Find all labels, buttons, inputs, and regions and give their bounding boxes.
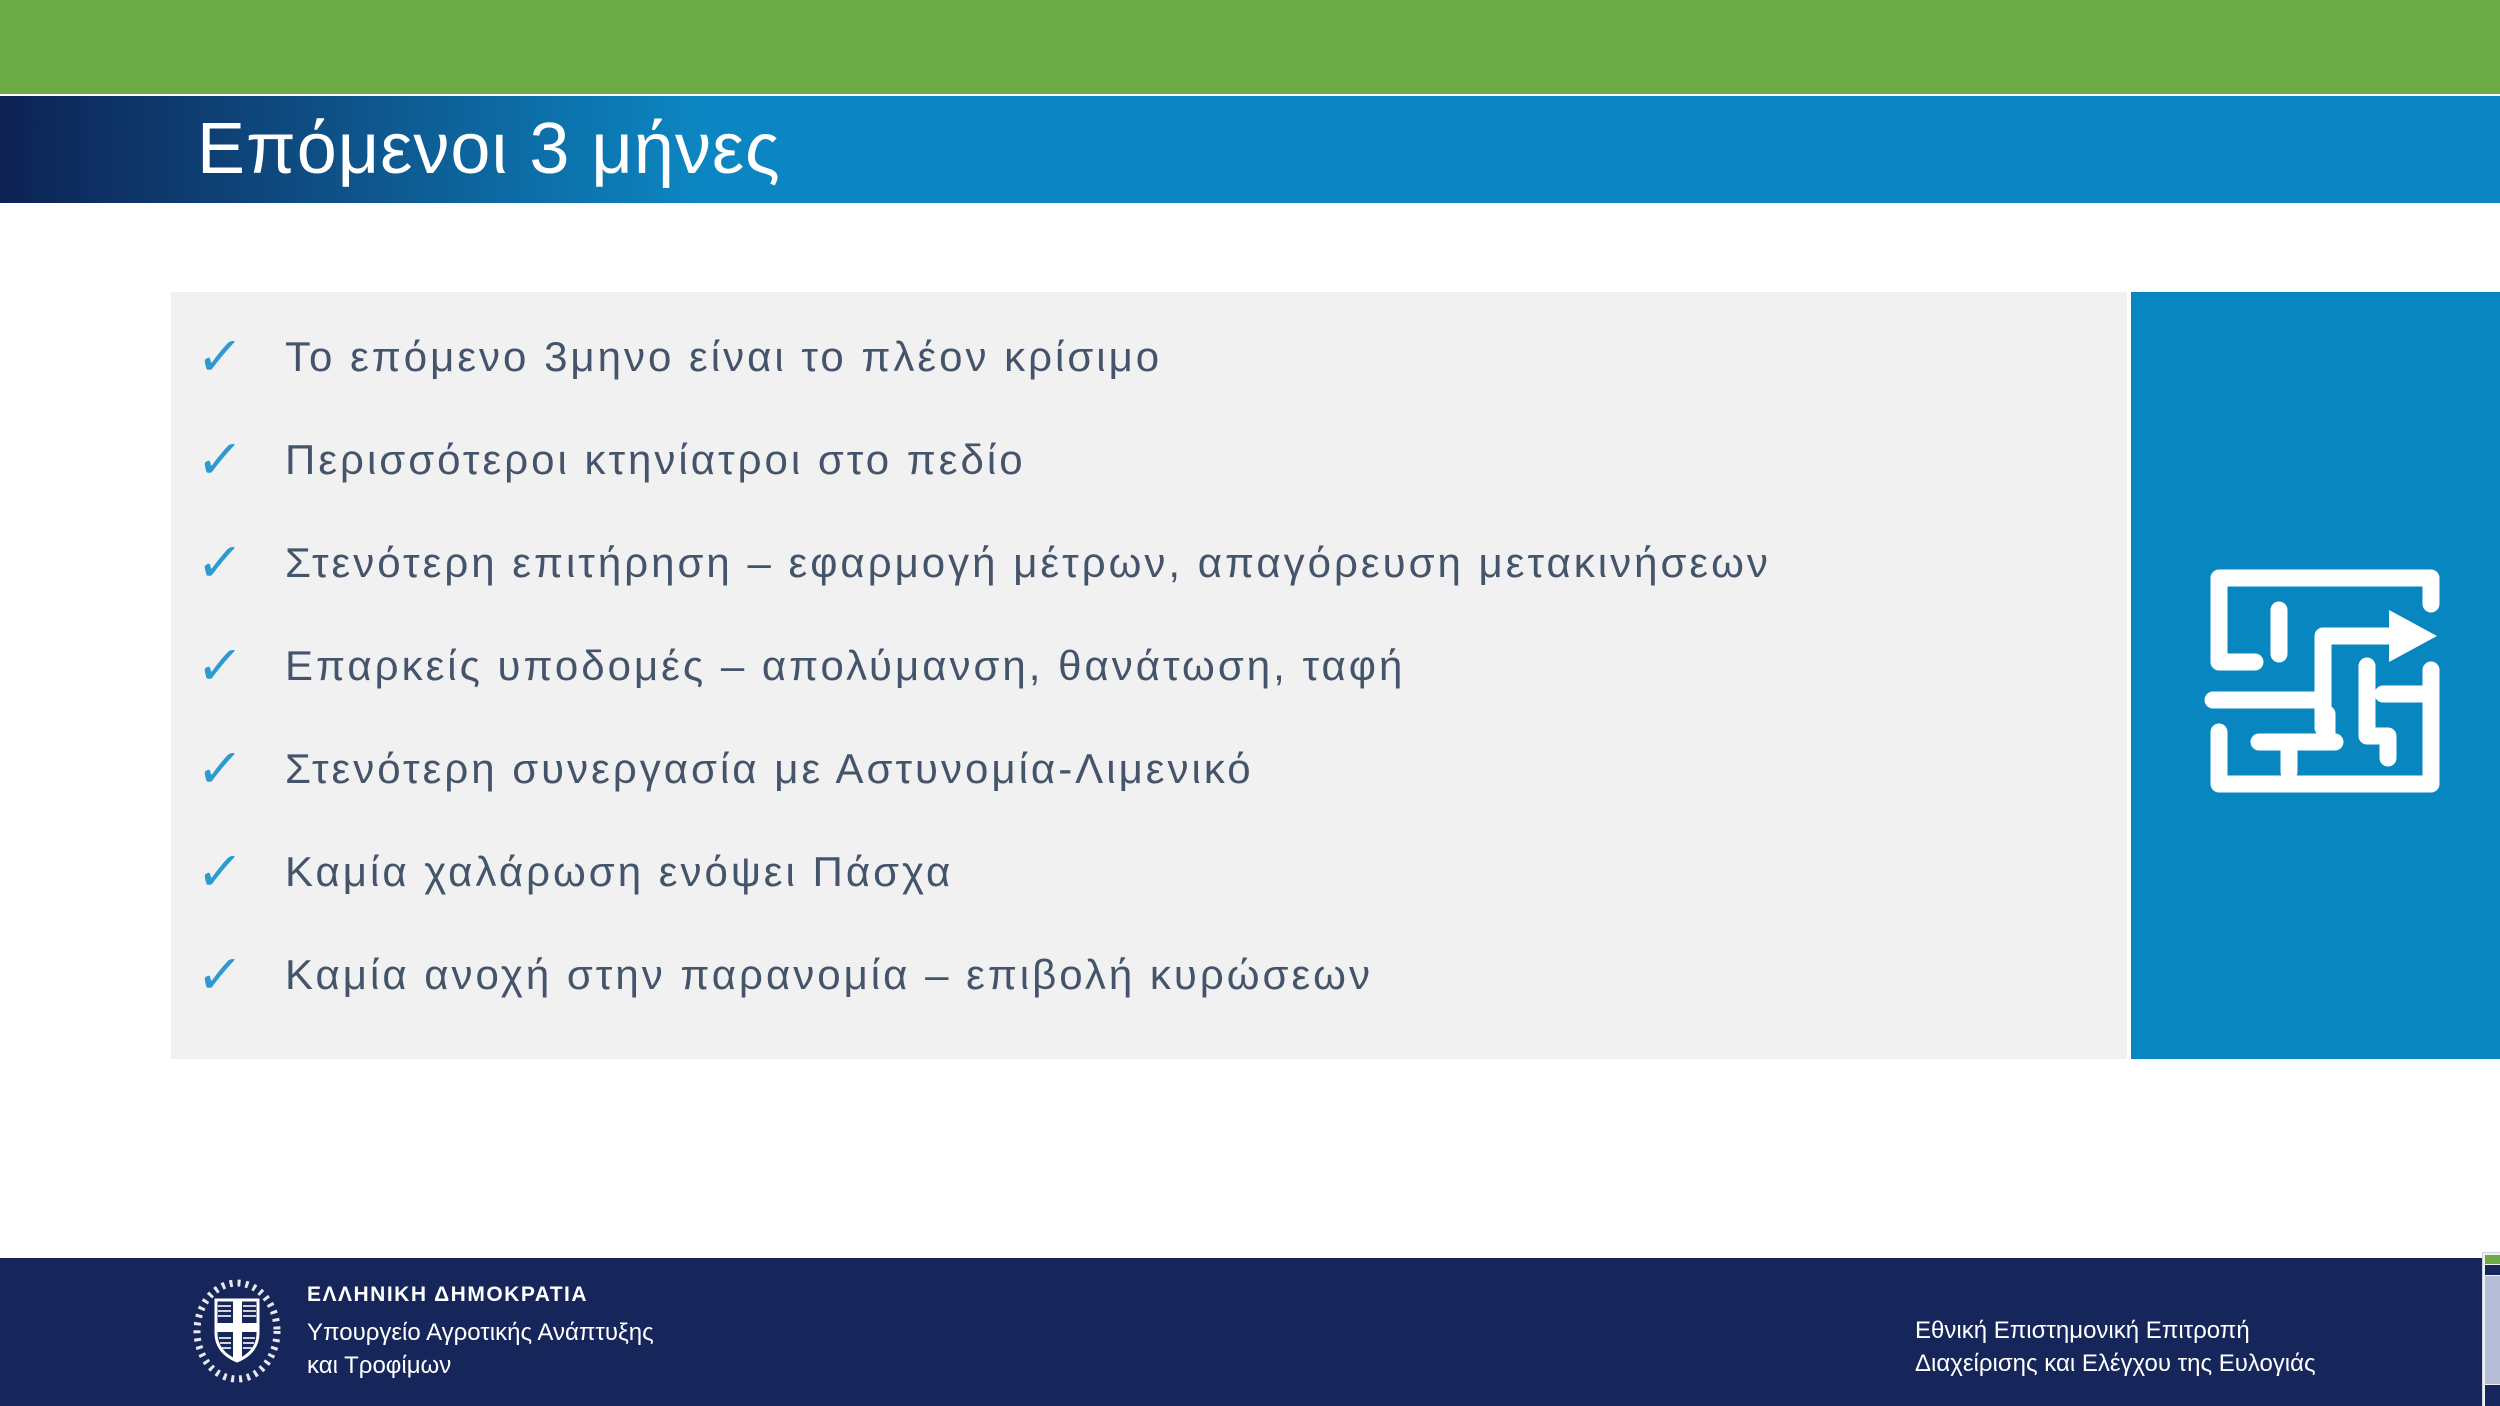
thumbnail-body	[2485, 1276, 2500, 1384]
thumbnail-footer	[2485, 1385, 2500, 1406]
title-bar	[0, 96, 2500, 203]
list-item	[171, 717, 2127, 820]
footer-org-name: ΕΛΛΗΝΙΚΗ ΔΗΜΟΚΡΑΤΙΑ	[307, 1282, 589, 1306]
bullet-text: Το επόμενο 3μηνο είναι το πλέον κρίσιμο	[285, 332, 1163, 380]
list-item	[171, 820, 2127, 923]
footer-ministry-line1: Υπουργείο Αγροτικής Ανάπτυξης	[307, 1318, 654, 1346]
list-item	[171, 305, 2127, 408]
footer-ministry-line2: και Τροφίμων	[307, 1351, 452, 1379]
bullet-list-panel	[171, 292, 2127, 1059]
check-icon: ✓	[193, 738, 246, 799]
footer-committee-block	[1915, 1258, 2316, 1406]
thumbnail-green-bar	[2485, 1255, 2500, 1264]
list-item	[171, 923, 2127, 1026]
greek-republic-emblem-icon	[191, 1278, 283, 1384]
footer-ministry-block	[307, 1258, 654, 1406]
bullet-text: Στενότερη επιτήρηση – εφαρμογή μέτρων, απαγόρευση μετακινήσεων	[285, 538, 1771, 586]
next-slide-thumbnail[interactable]	[2482, 1252, 2500, 1406]
bullet-text: Περισσότεροι κτηνίατροι στο πεδίο	[285, 435, 1026, 483]
bullet-text: Καμία ανοχή στην παρανομία – επιβολή κυρώσεων	[285, 950, 1373, 998]
footer-committee-line1: Εθνική Επιστημονική Επιτροπή	[1915, 1317, 2250, 1344]
side-image-panel	[2131, 292, 2500, 1059]
check-icon: ✓	[193, 841, 246, 902]
list-item	[171, 408, 2127, 511]
bullet-text: Επαρκείς υποδομές – απολύμανση, θανάτωση, ταφή	[285, 641, 1406, 689]
check-icon: ✓	[193, 532, 246, 593]
bullet-text: Καμία χαλάρωση ενόψει Πάσχα	[285, 847, 954, 895]
check-icon: ✓	[193, 326, 246, 387]
footer	[0, 1258, 2500, 1406]
list-item	[171, 511, 2127, 614]
bullet-text: Στενότερη συνεργασία με Αστυνομία-Λιμενικό	[285, 744, 1254, 792]
list-item	[171, 614, 2127, 717]
check-icon: ✓	[193, 635, 246, 696]
check-icon: ✓	[193, 429, 246, 490]
footer-committee-line2: Διαχείρισης και Ελέγχου της Ευλογιάς	[1915, 1350, 2316, 1377]
page-title: Επόμενοι 3 μήνες	[197, 109, 781, 189]
green-accent-bar	[0, 0, 2500, 94]
maze-arrow-icon	[2191, 558, 2441, 793]
check-icon: ✓	[193, 944, 246, 1005]
thumbnail-title-bar	[2485, 1265, 2500, 1275]
